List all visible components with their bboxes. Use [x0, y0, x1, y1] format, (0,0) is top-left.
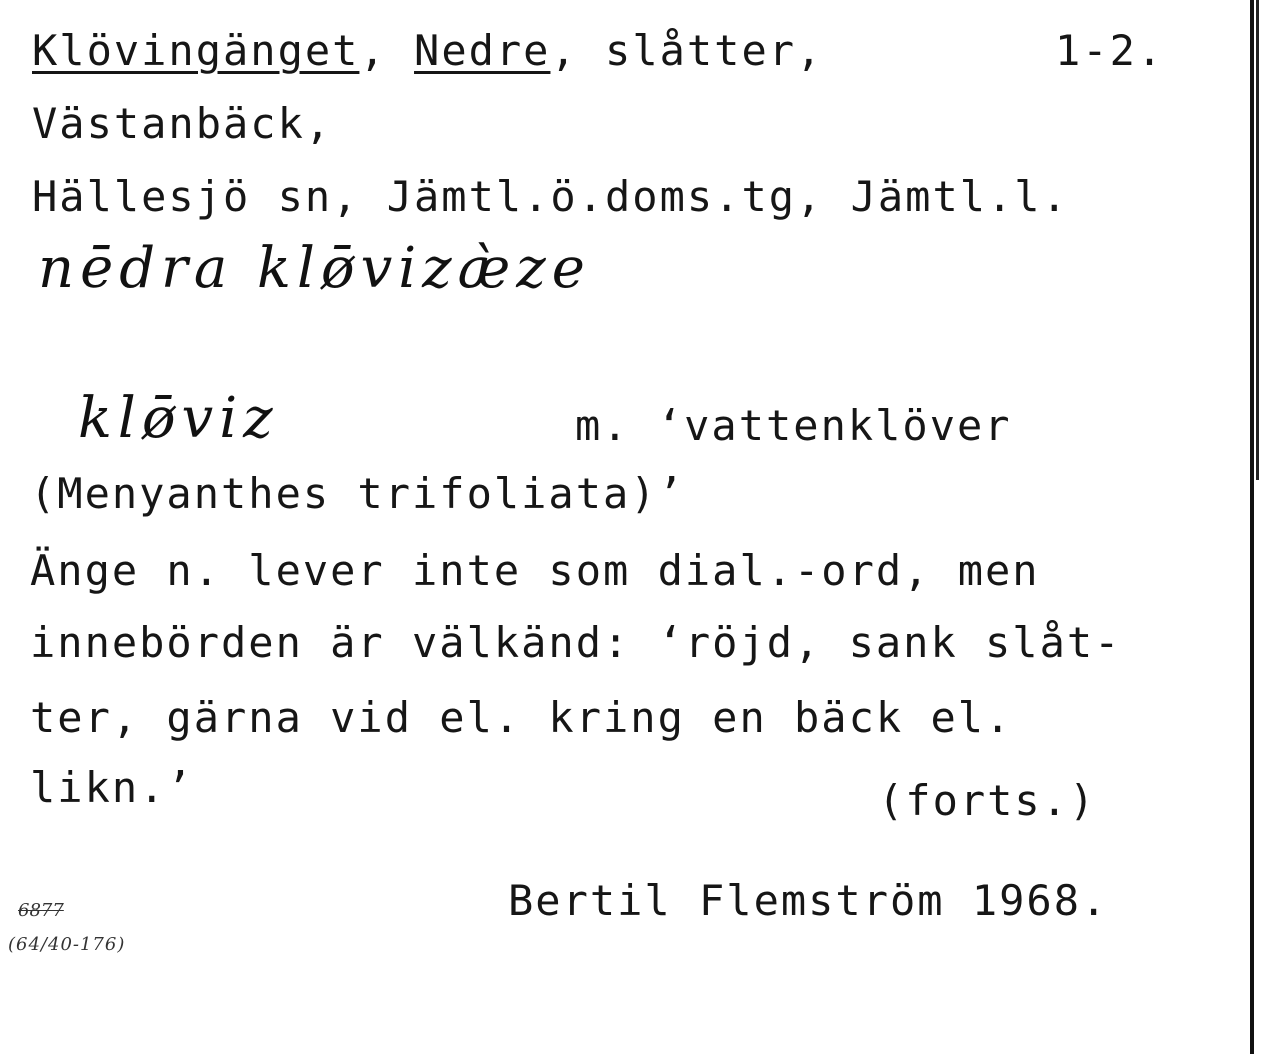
- body-line-3: ter, gärna vid el. kring en bäck el.: [30, 693, 1013, 742]
- body-line-1: Änge n. lever inte som dial.-ord, men: [30, 546, 1040, 595]
- heading-name-1: Klövingänget: [32, 26, 360, 75]
- latin-line: (Menyanthes trifoliata)’: [30, 469, 685, 518]
- place-line: Västanbäck,: [32, 99, 333, 148]
- heading-name-2: Nedre: [414, 26, 551, 75]
- card-edge-line: [1250, 0, 1254, 1054]
- margin-note-2: (64/40-176): [8, 934, 126, 955]
- signature: Bertil Flemström 1968.: [508, 876, 1109, 925]
- heading-number: 1-2.: [1055, 26, 1165, 75]
- parish-line: Hällesjö sn, Jämtl.ö.doms.tg, Jämtl.l.: [32, 172, 1069, 221]
- heading-line: [32, 26, 824, 75]
- margin-note-1: 6877: [18, 900, 64, 921]
- heading-rest: , slåtter,: [550, 26, 824, 75]
- body-line-2: innebörden är välkänd: ‘röjd, sank slåt-: [30, 618, 1122, 667]
- gloss-line: m. ‘vattenklöver: [575, 401, 1012, 450]
- heading-sep: ,: [359, 26, 387, 75]
- card-edge-shadow: [1256, 0, 1259, 480]
- phonetic-word: klø̄viz: [78, 386, 279, 451]
- continued-note: (forts.): [878, 776, 1097, 825]
- body-line-4: likn.’: [30, 763, 194, 812]
- phonetic-compound: nēdra klø̄vizæ̀ze: [38, 236, 591, 301]
